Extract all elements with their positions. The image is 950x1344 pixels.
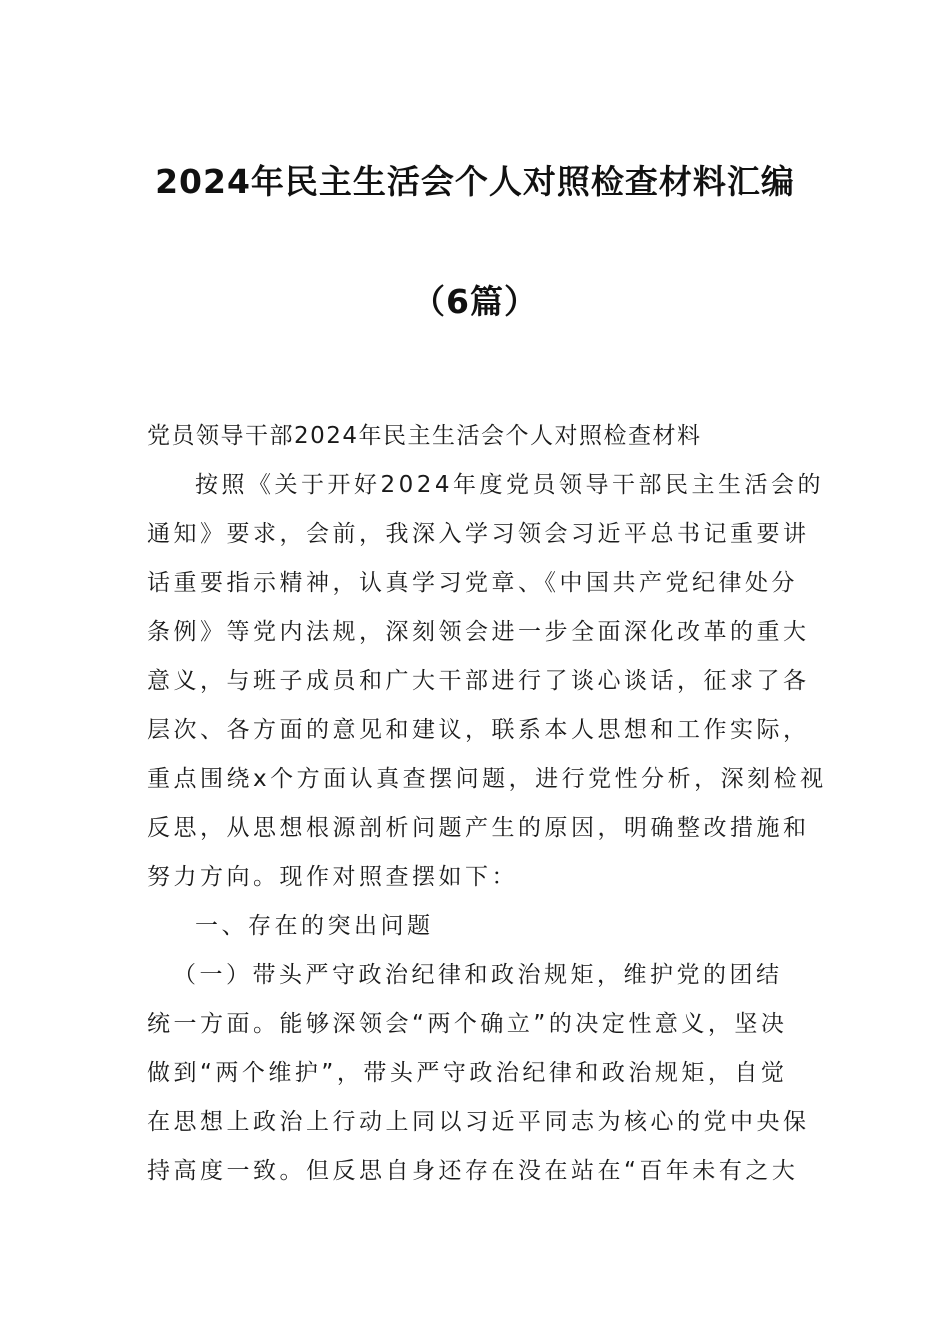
paragraph-line: 重点围绕x个方面认真查摆问题，进行党性分析，深刻检视 — [147, 766, 827, 792]
paragraph-line: 统一方面。能够深领会“两个确立”的决定性意义，坚决 — [147, 1011, 788, 1037]
article-heading: 党员领导干部2024年民主生活会个人对照检查材料 — [147, 423, 702, 449]
paragraph-line: 反思，从思想根源剖析问题产生的原因，明确整改措施和 — [147, 815, 810, 841]
paragraph-line: （一）带头严守政治纪律和政治规矩，维护党的团结 — [173, 962, 783, 988]
section-heading: 一、存在的突出问题 — [195, 913, 434, 939]
paragraph-line: 按照《关于开好2024年度党员领导干部民主生活会的 — [195, 472, 825, 498]
paragraph-line: 条例》等党内法规，深刻领会进一步全面深化改革的重大 — [147, 619, 810, 645]
paragraph-line: 意义，与班子成员和广大干部进行了谈心谈话，征求了各 — [147, 668, 810, 694]
paragraph-line: 努力方向。现作对照查摆如下： — [147, 864, 518, 890]
document-title: 2024年民主生活会个人对照检查材料汇编 — [155, 162, 795, 201]
paragraph-line: 层次、各方面的意见和建议，联系本人思想和工作实际， — [147, 717, 810, 743]
paragraph-line: 通知》要求，会前，我深入学习领会习近平总书记重要讲 — [147, 521, 810, 547]
paragraph-line: 在思想上政治上行动上同以习近平同志为核心的党中央保 — [147, 1109, 810, 1135]
document-subtitle: （6篇） — [412, 282, 538, 321]
paragraph-line: 做到“两个维护”，带头严守政治纪律和政治规矩，自觉 — [147, 1060, 788, 1086]
paragraph-line: 持高度一致。但反思自身还存在没在站在“百年未有之大 — [147, 1158, 799, 1184]
paragraph-line: 话重要指示精神，认真学习党章、《中国共产党纪律处分 — [147, 570, 798, 596]
